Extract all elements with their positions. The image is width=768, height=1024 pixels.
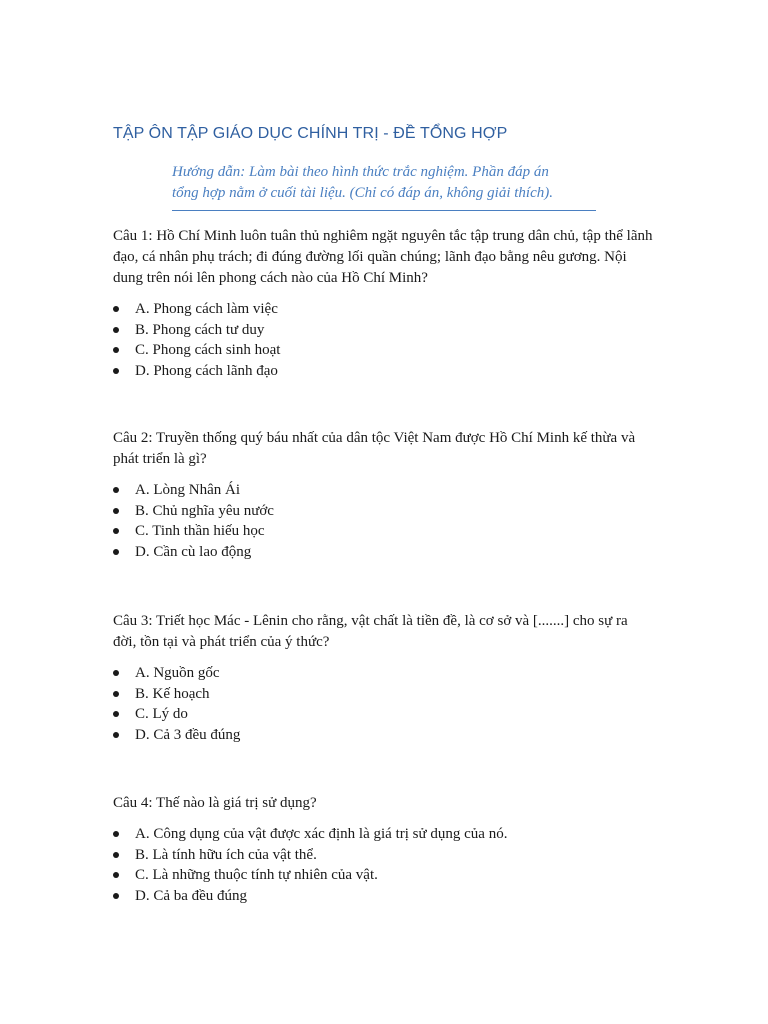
bullet-icon bbox=[113, 893, 119, 899]
question-text-line: dung trên nói lên phong cách nào của Hồ Chí Minh? bbox=[113, 270, 428, 286]
answer-option-c bbox=[113, 521, 673, 542]
bullet-icon bbox=[113, 487, 119, 493]
answer-option-text: A. Phong cách làm việc bbox=[135, 301, 278, 317]
answer-option-text: A. Công dụng của vật được xác định là giá trị sử dụng của nó. bbox=[135, 826, 508, 842]
bullet-icon bbox=[113, 872, 119, 878]
answer-option-a bbox=[113, 824, 673, 845]
answer-option-text: C. Phong cách sinh hoạt bbox=[135, 342, 281, 359]
question-text bbox=[113, 226, 673, 289]
question-text-line: đời, tồn tại và phát triển của ý thức? bbox=[113, 634, 330, 650]
answer-option-text: C. Tinh thần hiếu học bbox=[135, 523, 265, 540]
answer-option-d bbox=[113, 361, 673, 382]
question-4 bbox=[113, 793, 673, 907]
bullet-icon bbox=[113, 670, 119, 676]
question-text-line: Câu 4: Thế nào là giá trị sử dụng? bbox=[113, 795, 317, 811]
bullet-icon bbox=[113, 327, 119, 333]
question-text-line: Câu 3: Triết học Mác - Lênin cho rằng, vật chất là tiền đề, là cơ sở và [.......] cho sự ra bbox=[113, 613, 628, 629]
answer-option-text: B. Chủ nghĩa yêu nước bbox=[135, 502, 274, 519]
question-text-line: Câu 2: Truyền thống quý báu nhất của dân tộc Việt Nam được Hồ Chí Minh kế thừa và bbox=[113, 430, 636, 446]
answer-option-d bbox=[113, 542, 673, 563]
bullet-icon bbox=[113, 347, 119, 353]
answer-options bbox=[113, 824, 673, 907]
question-3 bbox=[113, 611, 673, 746]
question-2 bbox=[113, 428, 673, 563]
answer-option-d bbox=[113, 725, 673, 746]
answer-option-text: C. Lý do bbox=[135, 706, 188, 723]
answer-option-text: B. Phong cách tư duy bbox=[135, 321, 265, 338]
answer-option-text: C. Là những thuộc tính tự nhiên của vật. bbox=[135, 867, 378, 884]
answer-option-b bbox=[113, 320, 673, 341]
bullet-icon bbox=[113, 528, 119, 534]
question-text-line: Câu 1: Hồ Chí Minh luôn tuân thủ nghiêm ngặt nguyên tắc tập trung dân chủ, tập thể lãnh bbox=[113, 228, 653, 244]
answer-option-c bbox=[113, 865, 673, 886]
answer-option-text: D. Cần cù lao động bbox=[135, 544, 252, 561]
answer-option-a bbox=[113, 663, 673, 684]
answer-option-b bbox=[113, 845, 673, 866]
question-text bbox=[113, 428, 673, 470]
answer-option-a bbox=[113, 299, 673, 320]
document-title: TẬP ÔN TẬP GIÁO DỤC CHÍNH TRỊ - ĐỀ TỔNG HỢP bbox=[113, 125, 508, 142]
bullet-icon bbox=[113, 306, 119, 312]
bullet-icon bbox=[113, 831, 119, 837]
answer-option-text: A. Lòng Nhân Ái bbox=[135, 482, 240, 498]
question-text-line: đạo, cá nhân phụ trách; đi đúng đường lối quần chúng; lãnh đạo bằng nêu gương. Nội bbox=[113, 249, 627, 265]
answer-options bbox=[113, 663, 673, 746]
answer-option-c bbox=[113, 340, 673, 361]
instructions-line: tổng hợp nằm ở cuối tài liệu. (Chỉ có đáp án, không giải thích). bbox=[172, 185, 553, 201]
answer-option-text: B. Là tính hữu ích của vật thể. bbox=[135, 846, 317, 863]
answer-option-text: B. Kế hoạch bbox=[135, 685, 210, 702]
bullet-icon bbox=[113, 691, 119, 697]
answer-option-b bbox=[113, 501, 673, 522]
answer-options bbox=[113, 480, 673, 563]
instructions-block bbox=[172, 162, 596, 211]
instructions-line: Hướng dẫn: Làm bài theo hình thức trắc nghiệm. Phần đáp án bbox=[172, 164, 549, 180]
bullet-icon bbox=[113, 508, 119, 514]
bullet-icon bbox=[113, 852, 119, 858]
answer-option-text: D. Cả 3 đều đúng bbox=[135, 727, 241, 744]
question-1 bbox=[113, 226, 673, 382]
bullet-icon bbox=[113, 549, 119, 555]
answer-option-text: D. Cả ba đều đúng bbox=[135, 888, 248, 905]
question-text-line: phát triển là gì? bbox=[113, 451, 207, 467]
bullet-icon bbox=[113, 732, 119, 738]
answer-option-c bbox=[113, 704, 673, 725]
answer-option-a bbox=[113, 480, 673, 501]
answer-options bbox=[113, 299, 673, 382]
bullet-icon bbox=[113, 711, 119, 717]
answer-option-text: D. Phong cách lãnh đạo bbox=[135, 363, 278, 380]
question-text bbox=[113, 793, 673, 814]
answer-option-text: A. Nguồn gốc bbox=[135, 665, 220, 681]
question-text bbox=[113, 611, 673, 653]
answer-option-b bbox=[113, 684, 673, 705]
answer-option-d bbox=[113, 886, 673, 907]
bullet-icon bbox=[113, 368, 119, 374]
